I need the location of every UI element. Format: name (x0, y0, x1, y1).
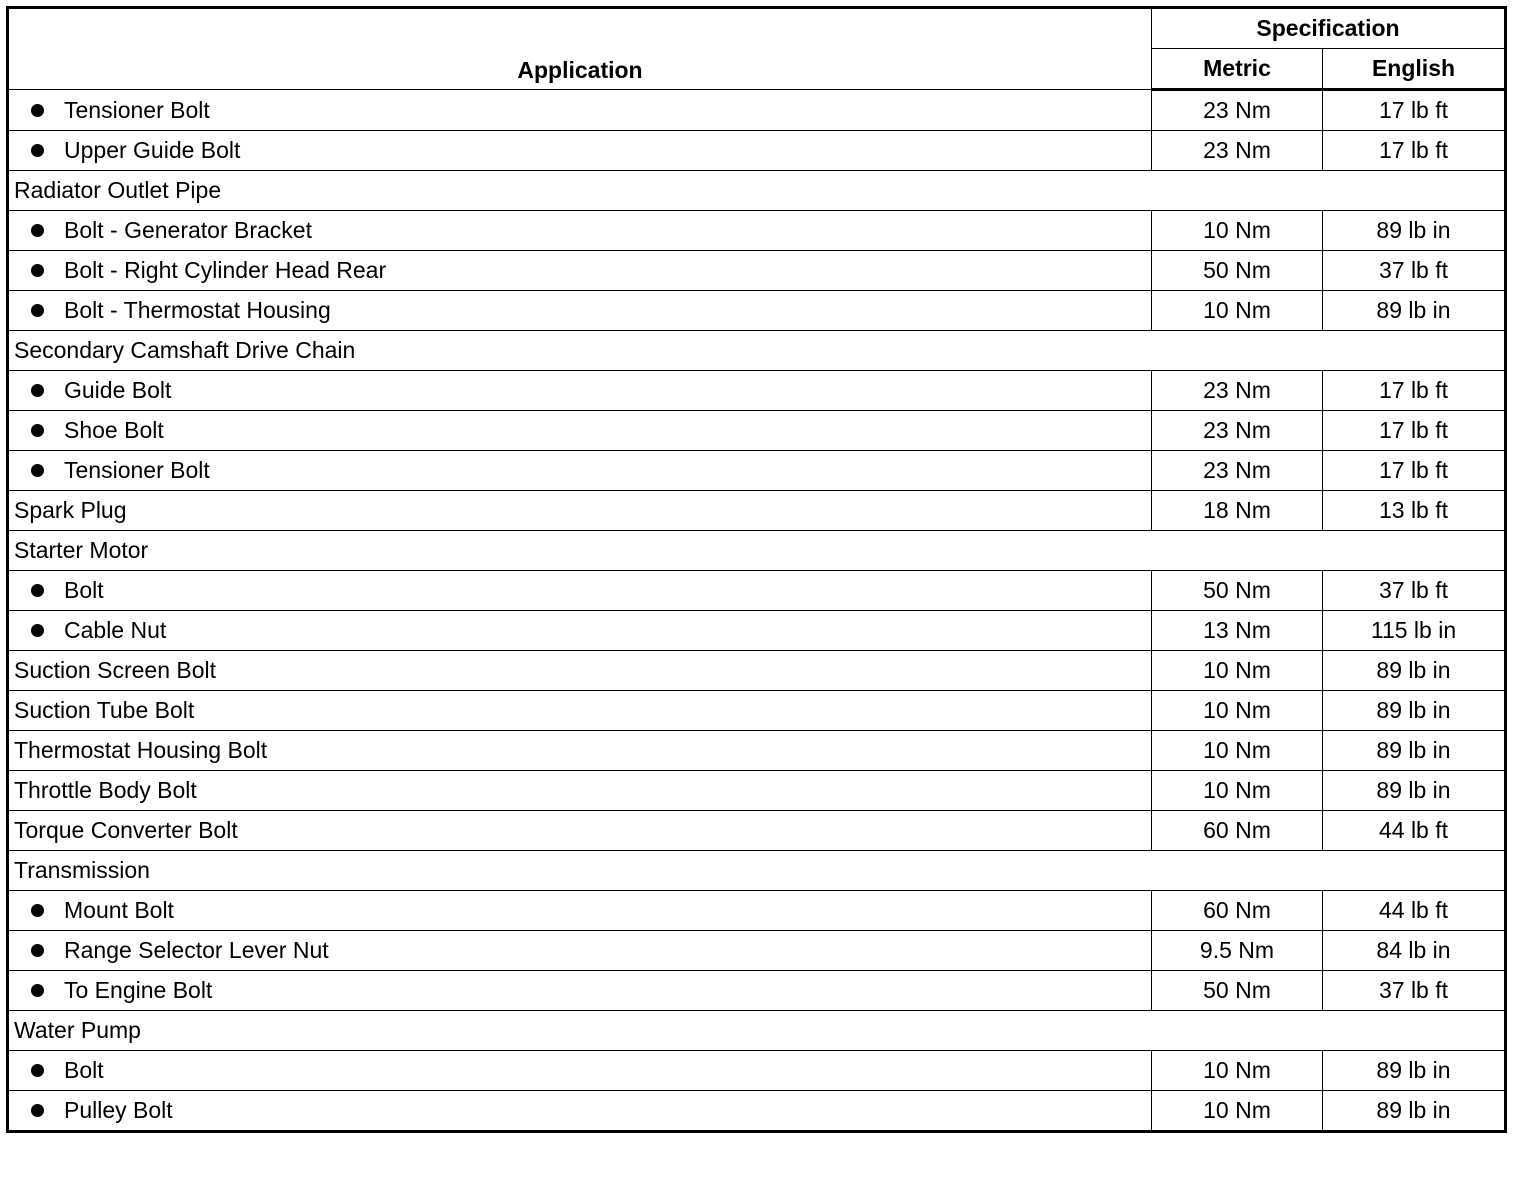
table-row (8, 931, 1506, 971)
metric-value: 10 Nm (1152, 691, 1323, 731)
application-cell (8, 691, 1152, 731)
metric-value: 10 Nm (1152, 731, 1323, 771)
english-value: 84 lb in (1323, 931, 1506, 971)
metric-value: 50 Nm (1152, 251, 1323, 291)
table-row (8, 251, 1506, 291)
application-cell (8, 611, 1152, 651)
english-value: 89 lb in (1323, 771, 1506, 811)
bullet-icon (31, 1104, 44, 1117)
application-cell (8, 1051, 1152, 1091)
metric-value: 18 Nm (1152, 491, 1323, 531)
application-cell (8, 1011, 1506, 1051)
application-label: Suction Screen Bolt (14, 657, 217, 683)
application-cell (8, 731, 1152, 771)
table-header (8, 8, 1506, 90)
table-row (8, 571, 1506, 611)
application-label: Throttle Body Bolt (14, 777, 197, 803)
metric-value: 60 Nm (1152, 891, 1323, 931)
application-label: Shoe Bolt (64, 417, 164, 443)
metric-value: 9.5 Nm (1152, 931, 1323, 971)
english-value: 89 lb in (1323, 291, 1506, 331)
english-value: 89 lb in (1323, 691, 1506, 731)
application-cell (8, 491, 1152, 531)
application-label: Tensioner Bolt (64, 96, 210, 123)
application-cell (8, 811, 1152, 851)
application-label: Radiator Outlet Pipe (14, 177, 222, 203)
metric-value: 50 Nm (1152, 971, 1323, 1011)
application-cell (8, 931, 1152, 971)
application-label: Guide Bolt (64, 377, 172, 403)
application-label: Upper Guide Bolt (64, 137, 241, 163)
table-row (8, 291, 1506, 331)
metric-value: 23 Nm (1152, 451, 1323, 491)
application-cell (8, 331, 1506, 371)
application-cell (8, 291, 1152, 331)
application-label: Bolt - Thermostat Housing (64, 297, 331, 323)
group-header-row (8, 851, 1506, 891)
english-value: 44 lb ft (1323, 811, 1506, 851)
application-cell (8, 371, 1152, 411)
metric-value: 10 Nm (1152, 1091, 1323, 1132)
table-row (8, 90, 1506, 131)
application-label: Bolt (64, 577, 104, 603)
table-row (8, 451, 1506, 491)
table-row (8, 411, 1506, 451)
application-label: Water Pump (14, 1017, 141, 1043)
group-header-row (8, 531, 1506, 571)
application-cell (8, 131, 1152, 171)
group-header-row (8, 1011, 1506, 1051)
table-row (8, 731, 1506, 771)
table-row (8, 691, 1506, 731)
english-value: 13 lb ft (1323, 491, 1506, 531)
application-label: Range Selector Lever Nut (64, 937, 329, 963)
application-label: Transmission (14, 857, 150, 883)
application-label: Secondary Camshaft Drive Chain (14, 337, 356, 363)
english-value: 17 lb ft (1323, 90, 1506, 131)
english-value: 17 lb ft (1323, 451, 1506, 491)
metric-value: 23 Nm (1152, 131, 1323, 171)
table-row (8, 771, 1506, 811)
metric-value: 50 Nm (1152, 571, 1323, 611)
table-row (8, 491, 1506, 531)
metric-header: Metric (1152, 49, 1323, 90)
bullet-icon (31, 584, 44, 597)
bullet-icon (31, 104, 44, 117)
bullet-icon (31, 224, 44, 237)
application-cell (8, 571, 1152, 611)
application-label: Suction Tube Bolt (14, 697, 195, 723)
application-label: Bolt - Right Cylinder Head Rear (64, 257, 387, 283)
bullet-icon (31, 264, 44, 277)
application-label: Mount Bolt (64, 897, 174, 923)
application-label: Torque Converter Bolt (14, 817, 238, 843)
application-cell (8, 851, 1506, 891)
table-body (8, 90, 1506, 1132)
application-cell (8, 651, 1152, 691)
metric-value: 13 Nm (1152, 611, 1323, 651)
application-label: Bolt - Generator Bracket (64, 217, 312, 243)
application-header: Application (8, 8, 1152, 90)
english-value: 17 lb ft (1323, 371, 1506, 411)
application-label: Spark Plug (14, 497, 127, 523)
bullet-icon (31, 144, 44, 157)
metric-value: 10 Nm (1152, 651, 1323, 691)
bullet-icon (31, 304, 44, 317)
application-cell (8, 971, 1152, 1011)
application-cell (8, 891, 1152, 931)
english-value: 115 lb in (1323, 611, 1506, 651)
application-label: Tensioner Bolt (64, 457, 210, 483)
bullet-icon (31, 944, 44, 957)
english-value: 89 lb in (1323, 731, 1506, 771)
metric-value: 10 Nm (1152, 1051, 1323, 1091)
table-row (8, 371, 1506, 411)
english-value: 89 lb in (1323, 651, 1506, 691)
application-cell (8, 531, 1506, 571)
table-row (8, 611, 1506, 651)
application-cell (8, 1091, 1152, 1132)
table-row (8, 651, 1506, 691)
application-cell (8, 411, 1152, 451)
bullet-icon (31, 384, 44, 397)
bullet-icon (31, 464, 44, 477)
table-row (8, 1091, 1506, 1132)
metric-value: 23 Nm (1152, 371, 1323, 411)
english-value: 37 lb ft (1323, 571, 1506, 611)
application-cell (8, 251, 1152, 291)
english-value: 17 lb ft (1323, 411, 1506, 451)
application-label: Cable Nut (64, 617, 167, 643)
metric-value: 23 Nm (1152, 90, 1323, 131)
english-value: 89 lb in (1323, 1051, 1506, 1091)
bullet-icon (31, 984, 44, 997)
torque-spec-table (6, 6, 1507, 1133)
application-cell (8, 171, 1506, 211)
table-row (8, 891, 1506, 931)
english-value: 89 lb in (1323, 1091, 1506, 1132)
metric-value: 60 Nm (1152, 811, 1323, 851)
application-label: Starter Motor (14, 537, 149, 563)
english-value: 37 lb ft (1323, 971, 1506, 1011)
group-header-row (8, 171, 1506, 211)
application-label: Thermostat Housing Bolt (14, 737, 268, 763)
application-label: To Engine Bolt (64, 977, 213, 1003)
table-row (8, 211, 1506, 251)
table-row (8, 811, 1506, 851)
bullet-icon (31, 1064, 44, 1077)
english-header: English (1323, 49, 1506, 90)
english-value: 89 lb in (1323, 211, 1506, 251)
application-cell (8, 771, 1152, 811)
metric-value: 23 Nm (1152, 411, 1323, 451)
english-value: 44 lb ft (1323, 891, 1506, 931)
bullet-icon (31, 904, 44, 917)
bullet-icon (31, 624, 44, 637)
header-row-top (8, 8, 1506, 49)
metric-value: 10 Nm (1152, 291, 1323, 331)
table-row (8, 1051, 1506, 1091)
table-row (8, 971, 1506, 1011)
bullet-icon (31, 424, 44, 437)
specification-header: Specification (1152, 8, 1506, 49)
english-value: 17 lb ft (1323, 131, 1506, 171)
group-header-row (8, 331, 1506, 371)
application-cell (8, 211, 1152, 251)
application-cell (8, 451, 1152, 491)
english-value: 37 lb ft (1323, 251, 1506, 291)
application-label: Bolt (64, 1057, 104, 1083)
metric-value: 10 Nm (1152, 211, 1323, 251)
metric-value: 10 Nm (1152, 771, 1323, 811)
table-row (8, 131, 1506, 171)
application-cell (8, 90, 1152, 131)
application-label: Pulley Bolt (64, 1097, 173, 1123)
